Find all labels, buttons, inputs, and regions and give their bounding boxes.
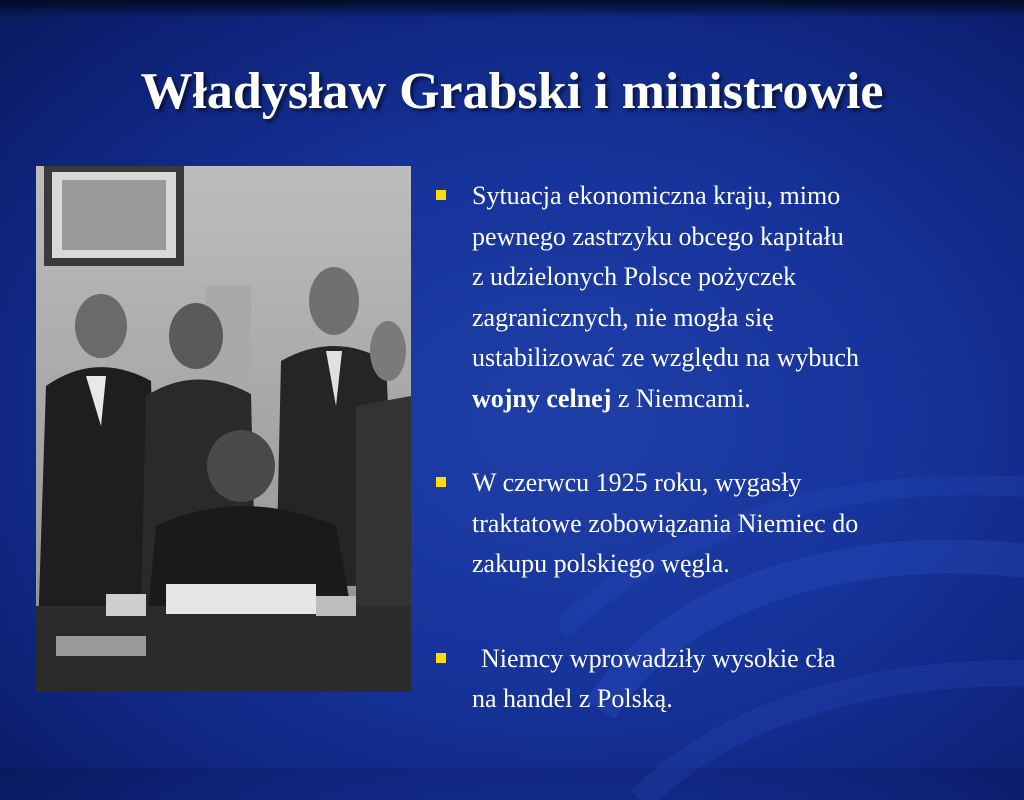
bullet-square-icon — [436, 477, 446, 487]
bullet-line-tail: z Niemcami. — [611, 383, 751, 413]
bullet-item — [436, 639, 996, 720]
bullet-line: Niemcy wprowadziły wysokie cła — [481, 643, 836, 673]
bullet-item — [436, 463, 996, 585]
bullet-square-icon — [436, 190, 446, 200]
bullet-line-last — [472, 379, 996, 420]
bullet-list — [436, 176, 996, 720]
bullet-line: zagranicznych, nie mogła się — [472, 302, 774, 332]
bullet-line: pewnego zastrzyku obcego kapitału — [472, 221, 844, 251]
bullet-line-first — [472, 639, 996, 680]
photo-illustration — [36, 166, 411, 692]
bullet-line: zakupu polskiego węgla. — [472, 549, 730, 578]
bullet-item — [436, 176, 996, 419]
bold-phrase: wojny celnej — [472, 383, 612, 413]
bullet-line: na handel z Polską. — [472, 684, 673, 713]
bullet-square-icon — [436, 653, 446, 663]
historical-photo — [36, 166, 411, 692]
slide-title: Władysław Grabski i ministrowie — [140, 63, 884, 120]
top-shadow-band — [0, 0, 1024, 18]
bullet-line: Sytuacja ekonomiczna kraju, mimo — [472, 181, 841, 210]
bullet-line: W czerwcu 1925 roku, wygasły — [472, 468, 802, 497]
bullet-line: z udzielonych Polsce pożyczek — [472, 262, 797, 291]
bullet-line: ustabilizować ze względu na wybuch — [472, 343, 859, 372]
bullet-line: traktatowe zobowiązania Niemiec do — [472, 508, 859, 538]
